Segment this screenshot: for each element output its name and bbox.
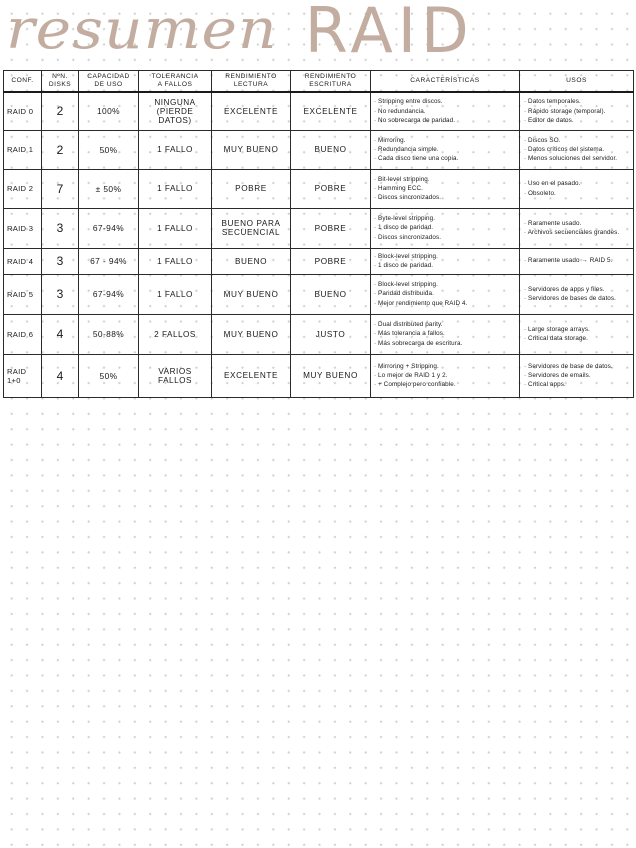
uses-cell-line: · Critical data storage. — [524, 335, 588, 342]
capacity-cell: 50% — [79, 354, 139, 397]
uses-cell-line: · Editor de datos. — [524, 116, 574, 124]
page-title — [6, 0, 630, 66]
capacity-cell: ± 50% — [79, 169, 139, 208]
write-performance-cell — [291, 274, 371, 314]
table-row — [4, 130, 634, 169]
write-performance-cell-line: BUENO — [314, 145, 347, 154]
disks-cell: 2 — [42, 130, 79, 169]
raid-level-cell — [4, 274, 42, 314]
read-performance-cell-line: BUENO — [234, 256, 268, 266]
uses-cell — [520, 130, 634, 169]
uses-cell-line: · Discos SO. — [524, 136, 561, 144]
read-performance-cell — [212, 92, 291, 130]
table-row — [4, 92, 634, 130]
tolerance-cell — [139, 354, 212, 397]
features-cell-line: · Lo mejor de RAID 1 y 2. — [374, 371, 448, 379]
raid-level-cell — [4, 248, 42, 274]
write-performance-cell — [291, 248, 371, 274]
uses-cell — [520, 169, 634, 208]
table-row — [4, 274, 634, 314]
features-cell-line: · 1 disco de paridad. — [374, 224, 434, 232]
read-performance-cell-line: POBRE — [235, 184, 267, 193]
features-cell-line: · Bit-level stripping. — [374, 175, 430, 183]
table-body — [4, 92, 634, 397]
read-performance-cell-line: MUY BUENO — [223, 145, 279, 154]
header-write — [291, 71, 371, 93]
uses-cell-line: · Raramente usado → RAID 5. — [524, 257, 613, 265]
uses-cell-line: · Servidores de base de datos. — [524, 362, 613, 370]
write-performance-cell — [291, 130, 371, 169]
tolerance-cell-line: 1 FALLO — [157, 223, 193, 233]
uses-cell-line: · Datos críticos del sistema. — [524, 145, 605, 153]
header-line: DISKS — [48, 81, 72, 88]
uses-cell-line: · Servidores de bases de datos. — [524, 295, 617, 302]
features-cell-line: · Paridad distribuida. — [374, 290, 434, 298]
capacity-cell: 50-88% — [79, 314, 139, 354]
table-row — [4, 354, 634, 397]
read-performance-cell — [212, 354, 291, 397]
features-cell-line: · Dual distributed parity. — [374, 321, 443, 329]
features-cell-line: · Block-level stripping. — [374, 281, 438, 289]
write-performance-cell — [291, 314, 371, 354]
uses-cell-line: · Rápido storage (temporal). — [524, 107, 606, 115]
uses-cell-line: · Servidores de apps y files. — [524, 285, 605, 293]
features-cell-line: · Stripping entre discos. — [374, 98, 443, 106]
disks-cell: 3 — [42, 208, 79, 248]
tolerance-cell-line: 1 FALLO — [157, 145, 193, 154]
features-cell-line: · Cada disco tiene una copia. — [374, 155, 459, 163]
disks-cell: 4 — [42, 314, 79, 354]
header-features: CARACTERÍSTICAS — [371, 71, 520, 93]
read-performance-cell-line: SECUENCIAL — [221, 228, 281, 237]
table-row — [4, 208, 634, 248]
raid-level-cell-line: RAID 4 — [7, 256, 34, 266]
raid-level-cell — [4, 314, 42, 354]
raid-level-cell-line: RAID 1 — [7, 145, 34, 154]
features-cell-line: · No sobrecarga de paridad. — [374, 116, 456, 124]
read-performance-cell-line: EXCELENTE — [223, 106, 279, 116]
disks-cell: 2 — [42, 92, 79, 130]
write-performance-cell — [291, 208, 371, 248]
header-line: LECTURA — [233, 81, 269, 88]
raid-level-cell-line: RAID 6 — [7, 329, 34, 339]
header-conf: CONF. — [4, 71, 42, 93]
read-performance-cell — [212, 169, 291, 208]
uses-cell-line: · Archivos secuenciales grandes. — [524, 229, 620, 236]
raid-level-cell-line: RAID — [7, 366, 27, 376]
disks-cell: 4 — [42, 354, 79, 397]
uses-cell-line: · Raramente usado. — [524, 219, 582, 227]
tolerance-cell — [139, 314, 212, 354]
header-line: RENDIMIENTO — [304, 73, 357, 80]
raid-summary-table-wrap — [3, 70, 633, 398]
raid-summary-table — [3, 70, 634, 398]
read-performance-cell-line: MUY BUENO — [223, 329, 279, 339]
uses-cell-line: · Large storage arrays. — [524, 325, 590, 333]
header-line: TOLERANCIA — [151, 73, 199, 80]
raid-level-cell-line: RAID 3 — [7, 223, 34, 233]
uses-cell-line: · Servidores de emails. — [524, 371, 591, 379]
uses-cell-line: · Obsoleto. — [524, 189, 556, 197]
header-row — [4, 71, 634, 93]
read-performance-cell-line: EXCELENTE — [223, 371, 279, 380]
capacity-cell: 67-94% — [79, 208, 139, 248]
features-cell — [371, 169, 520, 208]
read-performance-cell — [212, 208, 291, 248]
uses-cell-line: · Critical apps. — [524, 381, 566, 389]
uses-cell — [520, 274, 634, 314]
header-disks — [42, 71, 79, 93]
uses-cell-line: · Uso en el pasado. — [524, 180, 581, 188]
uses-cell-line: · Datos temporales. — [524, 98, 581, 106]
features-cell-line: · Más sobrecarga de escritura. — [374, 339, 463, 347]
tolerance-cell — [139, 208, 212, 248]
features-cell — [371, 92, 520, 130]
raid-level-cell — [4, 130, 42, 169]
features-cell-line: · 1 disco de paridad. — [374, 262, 434, 269]
header-line: A FALLOS — [157, 81, 193, 88]
disks-cell: 3 — [42, 274, 79, 314]
uses-cell-line: · Menos soluciones del servidor. — [524, 155, 618, 163]
features-cell — [371, 274, 520, 314]
title-block-word: RAID — [304, 0, 474, 66]
features-cell-line: · Block-level stripping. — [374, 252, 438, 260]
write-performance-cell-line: BUENO — [314, 289, 347, 299]
header-line: RENDIMIENTO — [225, 73, 277, 80]
features-cell-line: · Discos sincronizados. — [374, 233, 442, 241]
header-line: NºN. — [52, 73, 68, 80]
disks-cell: 3 — [42, 248, 79, 274]
write-performance-cell-line: MUY BUENO — [303, 371, 358, 380]
capacity-cell: 100% — [79, 92, 139, 130]
raid-level-cell — [4, 169, 42, 208]
features-cell-line: · Mirroring + Stripping. — [374, 362, 439, 370]
capacity-cell: 50% — [79, 130, 139, 169]
uses-cell — [520, 92, 634, 130]
tolerance-cell — [139, 274, 212, 314]
tolerance-cell — [139, 92, 212, 130]
features-cell-line: · No redundancia. — [374, 107, 426, 115]
header-capacity — [79, 71, 139, 93]
features-cell — [371, 248, 520, 274]
disks-cell: 7 — [42, 169, 79, 208]
header-read — [212, 71, 291, 93]
features-cell-line: · Redundancia simple. — [374, 145, 439, 153]
features-cell — [371, 354, 520, 397]
raid-level-cell-line: RAID 2 — [7, 184, 34, 193]
raid-level-cell-line: RAID 0 — [7, 106, 34, 116]
raid-level-cell — [4, 354, 42, 397]
write-performance-cell — [291, 169, 371, 208]
read-performance-cell — [212, 314, 291, 354]
raid-level-cell — [4, 92, 42, 130]
tolerance-cell — [139, 130, 212, 169]
uses-cell — [520, 248, 634, 274]
header-uses: USOS — [520, 71, 634, 93]
features-cell — [371, 314, 520, 354]
features-cell-line: · Mejor rendimiento que RAID 4. — [374, 299, 468, 307]
features-cell — [371, 130, 520, 169]
read-performance-cell — [212, 274, 291, 314]
tolerance-cell-line: 1 FALLO — [157, 256, 193, 266]
uses-cell — [520, 208, 634, 248]
features-cell — [371, 208, 520, 248]
tolerance-cell — [139, 169, 212, 208]
features-cell-line: · + Complejo pero confiable. — [374, 381, 456, 389]
table-row — [4, 248, 634, 274]
write-performance-cell-line: EXCELENTE — [303, 106, 358, 116]
header-line: ESCRITURA — [309, 81, 352, 88]
table-row — [4, 169, 634, 208]
tolerance-cell-line: NINGUNA — [154, 97, 196, 107]
tolerance-cell-line: VARIOS — [158, 366, 192, 376]
tolerance-cell-line: 1 FALLO — [157, 289, 193, 299]
write-performance-cell-line: POBRE — [314, 223, 347, 233]
read-performance-cell-line: MUY BUENO — [223, 289, 279, 299]
read-performance-cell — [212, 248, 291, 274]
tolerance-cell-line: 2 FALLOS — [154, 329, 196, 339]
tolerance-cell-line: (PIERDE DATOS) — [156, 106, 194, 125]
tolerance-cell-line: 1 FALLO — [157, 184, 193, 193]
write-performance-cell-line: POBRE — [314, 256, 347, 266]
features-cell-line: · Más tolerancia a fallos. — [374, 330, 445, 338]
header-tolerance — [139, 71, 212, 93]
table-row — [4, 314, 634, 354]
tolerance-cell — [139, 248, 212, 274]
write-performance-cell — [291, 92, 371, 130]
header-line: CAPACIDAD — [87, 73, 130, 80]
write-performance-cell-line: POBRE — [314, 184, 347, 193]
uses-cell — [520, 314, 634, 354]
read-performance-cell-line: BUENO PARA — [221, 219, 281, 228]
features-cell-line: · Discos sincronizados. — [374, 194, 442, 202]
features-cell-line: · Mirroring. — [374, 136, 406, 144]
write-performance-cell — [291, 354, 371, 397]
header-line: DE USO — [94, 81, 123, 88]
title-script-word: resumen — [6, 0, 278, 62]
read-performance-cell — [212, 130, 291, 169]
raid-level-cell-line: 1+0 — [7, 375, 21, 385]
uses-cell — [520, 354, 634, 397]
write-performance-cell-line: JUSTO — [315, 329, 346, 339]
features-cell-line: · Hamming ECC. — [374, 184, 423, 192]
raid-level-cell — [4, 208, 42, 248]
tolerance-cell-line: FALLOS — [158, 375, 192, 385]
capacity-cell: 67-94% — [79, 274, 139, 314]
features-cell-line: · Byte-level stripping. — [374, 215, 436, 223]
raid-level-cell-line: RAID 5 — [7, 289, 34, 299]
capacity-cell: 67 - 94% — [79, 248, 139, 274]
